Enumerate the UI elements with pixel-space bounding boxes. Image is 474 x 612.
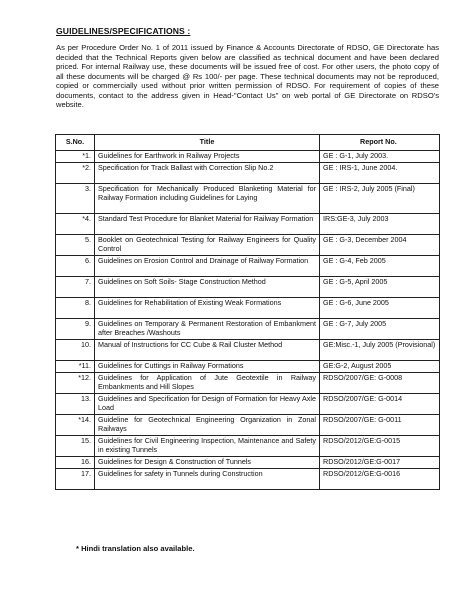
row-title: Guidelines for safety in Tunnels during Construction (95, 469, 320, 490)
row-report-no: GE : G-4, Feb 2005 (320, 256, 440, 277)
row-title: Specification for Track Ballast with Correction Slip No.2 (95, 163, 320, 184)
row-report-no: RDSO/2012/GE:G-0015 (320, 436, 440, 457)
table-row (56, 277, 440, 298)
table-row (56, 298, 440, 319)
row-title: Booklet on Geotechnical Testing for Railway Engineers for Quality Control (95, 235, 320, 256)
row-sno: 7. (56, 277, 95, 298)
table-row (56, 436, 440, 457)
header-report-no: Report No. (320, 135, 440, 151)
row-sno: *1. (56, 151, 95, 163)
row-title: Guidelines on Erosion Control and Drainage of Railway Formation (95, 256, 320, 277)
row-sno: *14. (56, 415, 95, 436)
table-row (56, 394, 440, 415)
table-row (56, 214, 440, 235)
row-report-no: IRS:GE-3, July 2003 (320, 214, 440, 235)
row-sno: 15. (56, 436, 95, 457)
row-sno: *11. (56, 361, 95, 373)
row-report-no: RDSO/2007/GE: G-0014 (320, 394, 440, 415)
table-row (56, 256, 440, 277)
row-sno: *12. (56, 373, 95, 394)
row-title: Guidelines and Specification for Design of Formation for Heavy Axle Load (95, 394, 320, 415)
row-sno: 5. (56, 235, 95, 256)
row-sno: 10. (56, 340, 95, 361)
table-row (56, 151, 440, 163)
row-title: Guidelines for Application of Jute Geotextile in Railway Embankments and Hill Slopes (95, 373, 320, 394)
table-row (56, 319, 440, 340)
row-sno: 3. (56, 184, 95, 214)
specifications-table (55, 134, 440, 490)
table-row (56, 469, 440, 490)
row-report-no: RDSO/2012/GE:G-0017 (320, 457, 440, 469)
table-row (56, 235, 440, 256)
row-report-no: GE : G-3, December 2004 (320, 235, 440, 256)
row-report-no: GE:Misc.-1, July 2005 (Provisional) (320, 340, 440, 361)
row-sno: 13. (56, 394, 95, 415)
table-row (56, 184, 440, 214)
table-row (56, 415, 440, 436)
header-title: Title (95, 135, 320, 151)
footnote: * Hindi translation also available. (76, 544, 195, 553)
row-sno: *4. (56, 214, 95, 235)
row-report-no: RDSO/2012/GE:G-0016 (320, 469, 440, 490)
table-row (56, 340, 440, 361)
table-row (56, 163, 440, 184)
row-sno: 16. (56, 457, 95, 469)
table-row (56, 457, 440, 469)
row-report-no: GE : G-1, July 2003. (320, 151, 440, 163)
header-sno: S.No. (56, 135, 95, 151)
row-report-no: GE : G-6, June 2005 (320, 298, 440, 319)
row-sno: *2. (56, 163, 95, 184)
table-row (56, 361, 440, 373)
row-report-no: GE : G-5, April 2005 (320, 277, 440, 298)
row-title: Standard Test Procedure for Blanket Material for Railway Formation (95, 214, 320, 235)
page-heading: GUIDELINES/SPECIFICATIONS : (56, 26, 191, 36)
row-title: Guideline for Geotechnical Engineering Organization in Zonal Railways (95, 415, 320, 436)
row-title: Guidelines on Soft Soils- Stage Construction Method (95, 277, 320, 298)
row-report-no: GE : IRS-2, July 2005 (Final) (320, 184, 440, 214)
table-header-row (56, 135, 440, 151)
intro-paragraph: As per Procedure Order No. 1 of 2011 issued by Finance & Accounts Directorate of RDSO, GE Directorate has decided that the Technical Reports given below are classified as technical document and have been declared priced. For internal Railway use, these documents will be issued free of cost. For other users, the photo copy of all these documents will be charged @ Rs 100/- per page. These technical documents may not be reproduced, copied or commercially used without prior written permission of RDSO. For requirement of copies of these documents, contact to the address given in Head-"Contact Us" on web portal of GE Directorate on RDSO's website. (56, 43, 439, 110)
row-title: Guidelines for Rehabilitation of Existing Weak Formations (95, 298, 320, 319)
row-report-no: RDSO/2007/GE: G-0011 (320, 415, 440, 436)
row-report-no: GE : IRS-1, June 2004. (320, 163, 440, 184)
row-report-no: GE:G-2, August 2005 (320, 361, 440, 373)
row-title: Manual of Instructions for CC Cube & Rail Cluster Method (95, 340, 320, 361)
row-title: Specification for Mechanically Produced Blanketing Material for Railway Formation including Guidelines for Laying (95, 184, 320, 214)
row-title: Guidelines on Temporary & Permanent Restoration of Embankment after Breaches /Washouts (95, 319, 320, 340)
row-title: Guidelines for Design & Construction of Tunnels (95, 457, 320, 469)
row-report-no: GE : G-7, July 2005 (320, 319, 440, 340)
row-title: Guidelines for Civil Engineering Inspection, Maintenance and Safety in existing Tunnels (95, 436, 320, 457)
row-title: Guidelines for Earthwork in Railway Projects (95, 151, 320, 163)
row-title: Guidelines for Cuttings in Railway Formations (95, 361, 320, 373)
row-report-no: RDSO/2007/GE: G-0008 (320, 373, 440, 394)
row-sno: 8. (56, 298, 95, 319)
row-sno: 17. (56, 469, 95, 490)
table-row (56, 373, 440, 394)
row-sno: 9. (56, 319, 95, 340)
row-sno: 6. (56, 256, 95, 277)
